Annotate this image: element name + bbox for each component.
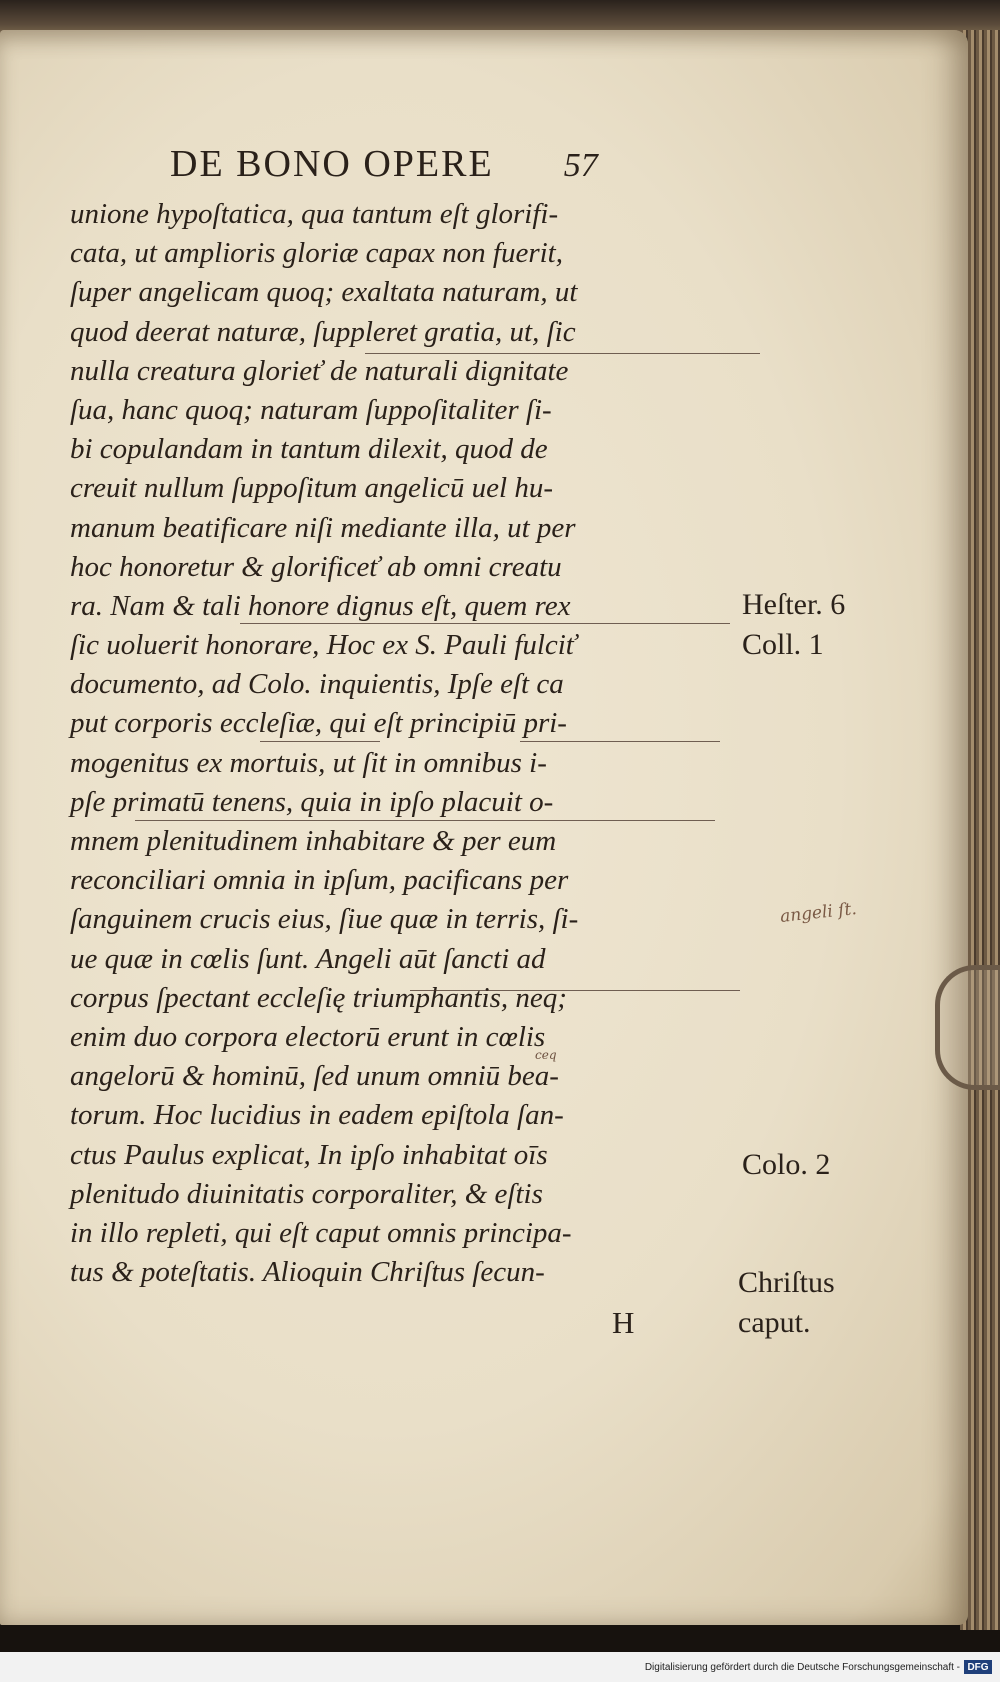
text-line: enim duo corpora electorū erunt in cœlis <box>70 1020 546 1053</box>
footer-credit: Digitalisierung gefördert durch die Deutsche Forschungsgemeinschaft - <box>644 1661 960 1673</box>
running-title: DE BONO OPERE <box>170 143 494 185</box>
interlinear-annotation: ceq <box>535 1048 557 1062</box>
text-line: angelorū & hominū, ſed unum omniū bea- <box>70 1060 559 1093</box>
text-line: quod deerat naturæ, ſuppleret gratia, ut, ſic <box>70 315 576 348</box>
text-line: creuit nullum ſuppoſitum angelicū uel hu- <box>70 472 553 505</box>
text-line: bi copulandam in tantum dilexit, quod de <box>70 433 548 466</box>
underline-mark <box>135 820 715 821</box>
text-line: nulla creatura glorieť de naturali dignitate <box>70 354 569 387</box>
text-line: mnem plenitudinem inhabitare & per eum <box>70 825 557 857</box>
text-line: tus & poteſtatis. Alioquin Chriſtus ſecun- <box>70 1256 545 1289</box>
underline-mark <box>365 353 760 354</box>
margin-note-hester: Heſter. 6 <box>742 588 846 621</box>
text-line: corpus ſpectant eccleſię triumphantis, neq; <box>70 981 567 1014</box>
text-line: documento, ad Colo. inquientis, Ipſe eſt ca <box>70 668 564 701</box>
body-text <box>70 195 740 1292</box>
folio-number: 57 <box>563 147 598 184</box>
text-line: plenitudo diuinitatis corporaliter, & eſtis <box>70 1177 543 1210</box>
underline-mark <box>240 623 730 624</box>
underline-mark <box>410 990 740 991</box>
text-line: in illo repleti, qui eſt caput omnis principa- <box>70 1216 572 1249</box>
text-line: reconciliari omnia in ipſum, pacificans per <box>70 864 569 897</box>
page-header <box>170 142 690 192</box>
underline-mark <box>260 741 380 742</box>
margin-note-christus: Chriſtus <box>738 1266 835 1299</box>
handwritten-note: angeli ſt. <box>779 899 858 927</box>
underline-mark <box>520 741 720 742</box>
footer-bar <box>0 1652 1000 1682</box>
text-line: pſe primatū tenens, quia in ipſo placuit o- <box>70 785 554 818</box>
dfg-logo: DFG <box>964 1660 992 1674</box>
margin-note-coll: Coll. 1 <box>742 628 824 661</box>
text-line: cata, ut amplioris gloriæ capax non fuerit, <box>70 237 563 270</box>
clasp-strap <box>935 965 1000 1090</box>
text-line: ra. Nam & tali honore dignus eſt, quem rex <box>70 589 571 622</box>
text-line: ſanguinem crucis eius, ſiue quæ in terris, ſi- <box>70 903 579 936</box>
text-line: ſua, hanc quoq; naturam ſuppoſitaliter ſi- <box>70 393 552 426</box>
text-line: put corporis eccleſiæ, qui eſt principiū pri- <box>70 707 567 740</box>
text-line: ctus Paulus explicat, In ipſo inhabitat oīs <box>70 1138 548 1171</box>
text-line: ſuper angelicam quoq; exaltata naturam, ut <box>70 276 578 309</box>
margin-note-colo: Colo. 2 <box>742 1148 831 1181</box>
text-line: hoc honoretur & glorificeť ab omni creatu <box>70 550 562 583</box>
text-line: unione hypoſtatica, qua tantum eſt glorifi- <box>70 198 559 230</box>
margin-note-caput: caput. <box>738 1306 811 1339</box>
text-line: ue quæ in cœlis ſunt. Angeli aūt ſancti ad <box>70 942 546 975</box>
text-line: mogenitus ex mortuis, ut ſit in omnibus i- <box>70 746 547 779</box>
text-line: torum. Hoc lucidius in eadem epiſtola ſan- <box>70 1099 564 1132</box>
text-line: manum beatificare niſi mediante illa, ut per <box>70 511 576 544</box>
signature-mark: H <box>612 1305 635 1340</box>
text-line: ſic uoluerit honorare, Hoc ex S. Pauli fulciť <box>70 629 577 662</box>
